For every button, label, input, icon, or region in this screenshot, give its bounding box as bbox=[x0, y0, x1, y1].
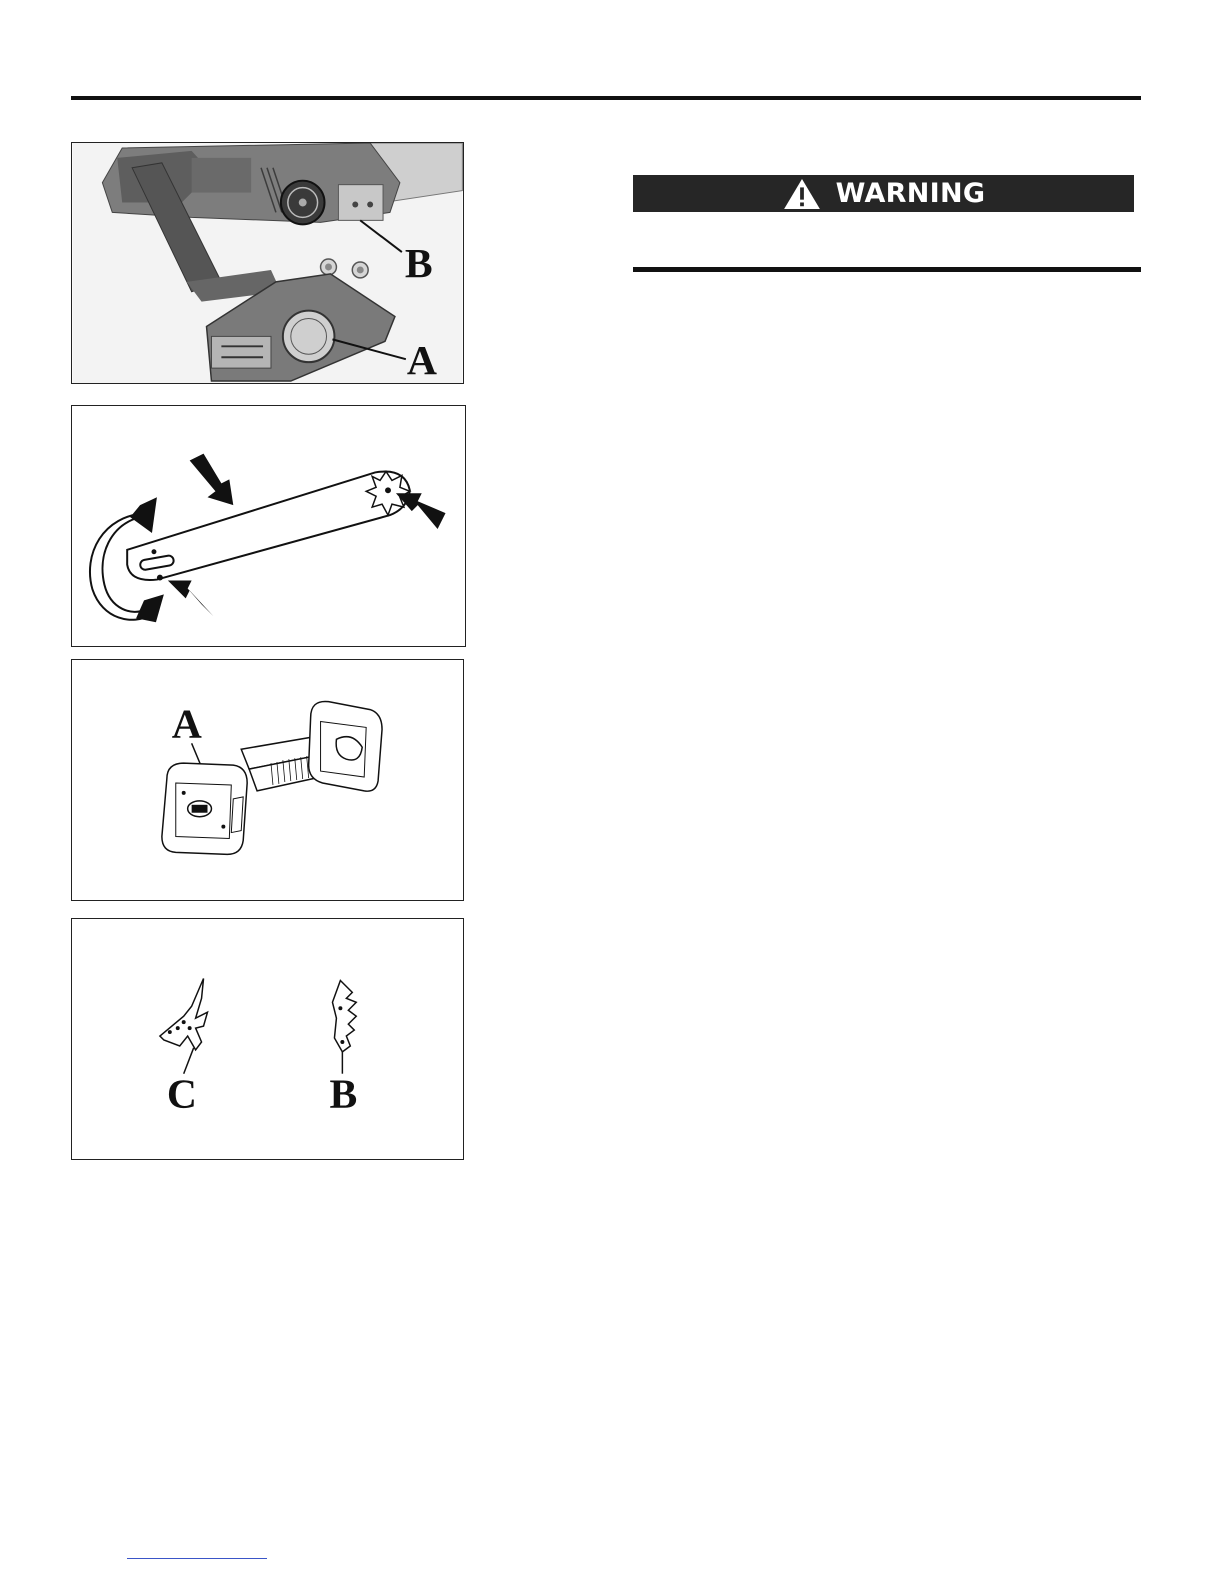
figure-guide-bar-turn bbox=[71, 405, 466, 647]
arrow-bar-top bbox=[190, 454, 234, 506]
arrow-oil-hole bbox=[168, 581, 214, 617]
arrow-rotate-bottom bbox=[136, 594, 164, 622]
top-rule bbox=[71, 96, 1141, 100]
warning-triangle-icon bbox=[782, 178, 822, 210]
warning-bottom-rule bbox=[633, 267, 1141, 272]
callout-b: B bbox=[329, 1071, 358, 1118]
warning-banner bbox=[633, 175, 1134, 212]
bumper-spike-diagram bbox=[72, 919, 463, 1159]
guide-bar-diagram bbox=[72, 406, 465, 646]
warning-label: WARNING bbox=[835, 178, 986, 209]
callout-c: C bbox=[166, 1071, 197, 1118]
arrow-sprocket-nose bbox=[396, 493, 446, 529]
figure-air-filter bbox=[71, 659, 464, 901]
callout-b: B bbox=[404, 240, 433, 287]
figure-clutch-cover-photo bbox=[71, 142, 464, 384]
clutch-cover-photo bbox=[72, 143, 463, 383]
figure-bumper-spikes bbox=[71, 918, 464, 1160]
footer-link-underline[interactable] bbox=[127, 1558, 267, 1559]
arrow-rotate-top bbox=[130, 497, 157, 533]
air-filter-diagram bbox=[72, 660, 463, 900]
callout-a: A bbox=[406, 338, 437, 383]
callout-a: A bbox=[171, 701, 202, 748]
